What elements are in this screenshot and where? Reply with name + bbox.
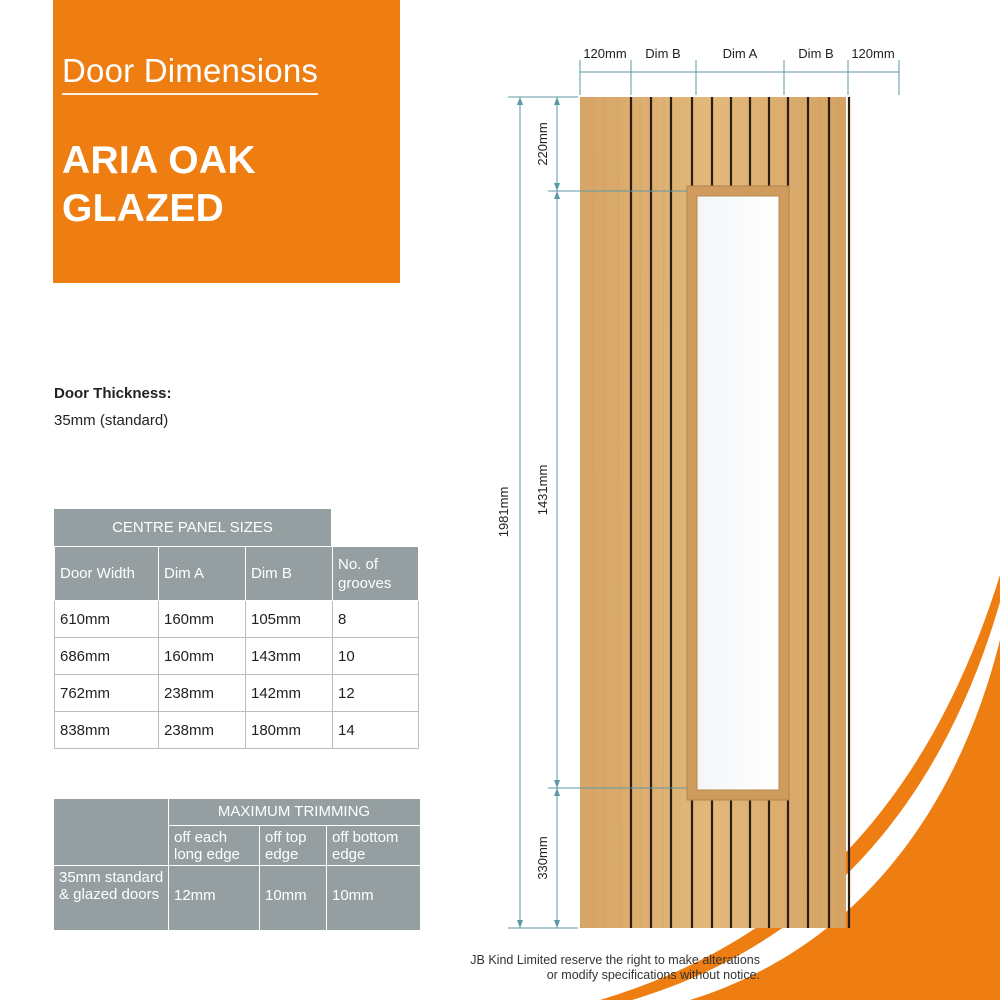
column-header: off bottom edge <box>332 829 399 863</box>
disclaimer-line2: or modify specifications without notice. <box>546 968 760 982</box>
table-cell: 762mm <box>55 675 159 712</box>
dim-label-overall-height: 1981mm <box>496 486 511 538</box>
trimming-table <box>54 799 420 930</box>
row-label: 35mm standard & glazed doors <box>59 869 164 903</box>
title-banner <box>53 0 400 283</box>
table-cell: 8 <box>333 601 419 638</box>
table-cell: 142mm <box>246 675 333 712</box>
dim-label-right-margin: 120mm <box>851 46 895 61</box>
thickness-label: Door Thickness: <box>54 385 172 402</box>
dim-label-top-rail: 220mm <box>535 122 550 166</box>
table-cell: 238mm <box>159 712 246 749</box>
product-title-line1: ARIA OAK <box>62 139 256 182</box>
column-header: No. of grooves <box>333 547 419 601</box>
glass-pane <box>697 196 779 790</box>
table-cell: 12 <box>333 675 419 712</box>
centre-panel-table <box>54 546 419 749</box>
dim-label-dim-b-right: Dim B <box>798 46 834 61</box>
table-header-row <box>55 547 419 601</box>
centre-panel-heading: CENTRE PANEL SIZES <box>54 509 331 546</box>
door-diagram <box>440 35 910 935</box>
top-dimension-labels <box>583 46 894 61</box>
trim-value-top-edge: 10mm <box>265 887 307 904</box>
table-cell: 143mm <box>246 638 333 675</box>
table-row <box>55 712 419 749</box>
product-title <box>62 137 256 233</box>
dim-label-glass-height: 1431mm <box>535 464 550 516</box>
table-cell: 105mm <box>246 601 333 638</box>
thickness-value: 35mm (standard) <box>54 412 169 429</box>
disclaimer-line1: JB Kind Limited reserve the right to make alterations <box>470 953 760 967</box>
column-header: Door Width <box>55 547 159 601</box>
table-row <box>55 601 419 638</box>
column-header: off top edge <box>265 829 307 863</box>
dim-label-left-margin: 120mm <box>583 46 627 61</box>
table-row <box>55 675 419 712</box>
table-cell: 610mm <box>55 601 159 638</box>
column-header: off each long edge <box>174 829 240 863</box>
dim-label-dim-b-left: Dim B <box>645 46 681 61</box>
disclaimer <box>430 953 760 983</box>
dim-label-bottom-rail: 330mm <box>535 836 550 880</box>
product-title-line2: GLAZED <box>62 187 225 230</box>
table-cell: 838mm <box>55 712 159 749</box>
table-cell: 10 <box>333 638 419 675</box>
dim-label-dim-a: Dim A <box>722 46 758 61</box>
column-header: Dim A <box>159 547 246 601</box>
vertical-dimension-labels <box>496 122 550 879</box>
table-cell: 160mm <box>159 601 246 638</box>
table-cell: 180mm <box>246 712 333 749</box>
trim-value-bottom-edge: 10mm <box>332 887 374 904</box>
trimming-heading: MAXIMUM TRIMMING <box>217 803 371 820</box>
top-dimension-line <box>580 60 899 95</box>
table-cell: 238mm <box>159 675 246 712</box>
table-row <box>55 638 419 675</box>
column-header: Dim B <box>246 547 333 601</box>
trim-value-long-edge: 12mm <box>174 887 216 904</box>
section-kicker: Door Dimensions <box>62 52 318 95</box>
table-cell: 14 <box>333 712 419 749</box>
table-cell: 686mm <box>55 638 159 675</box>
table-cell: 160mm <box>159 638 246 675</box>
